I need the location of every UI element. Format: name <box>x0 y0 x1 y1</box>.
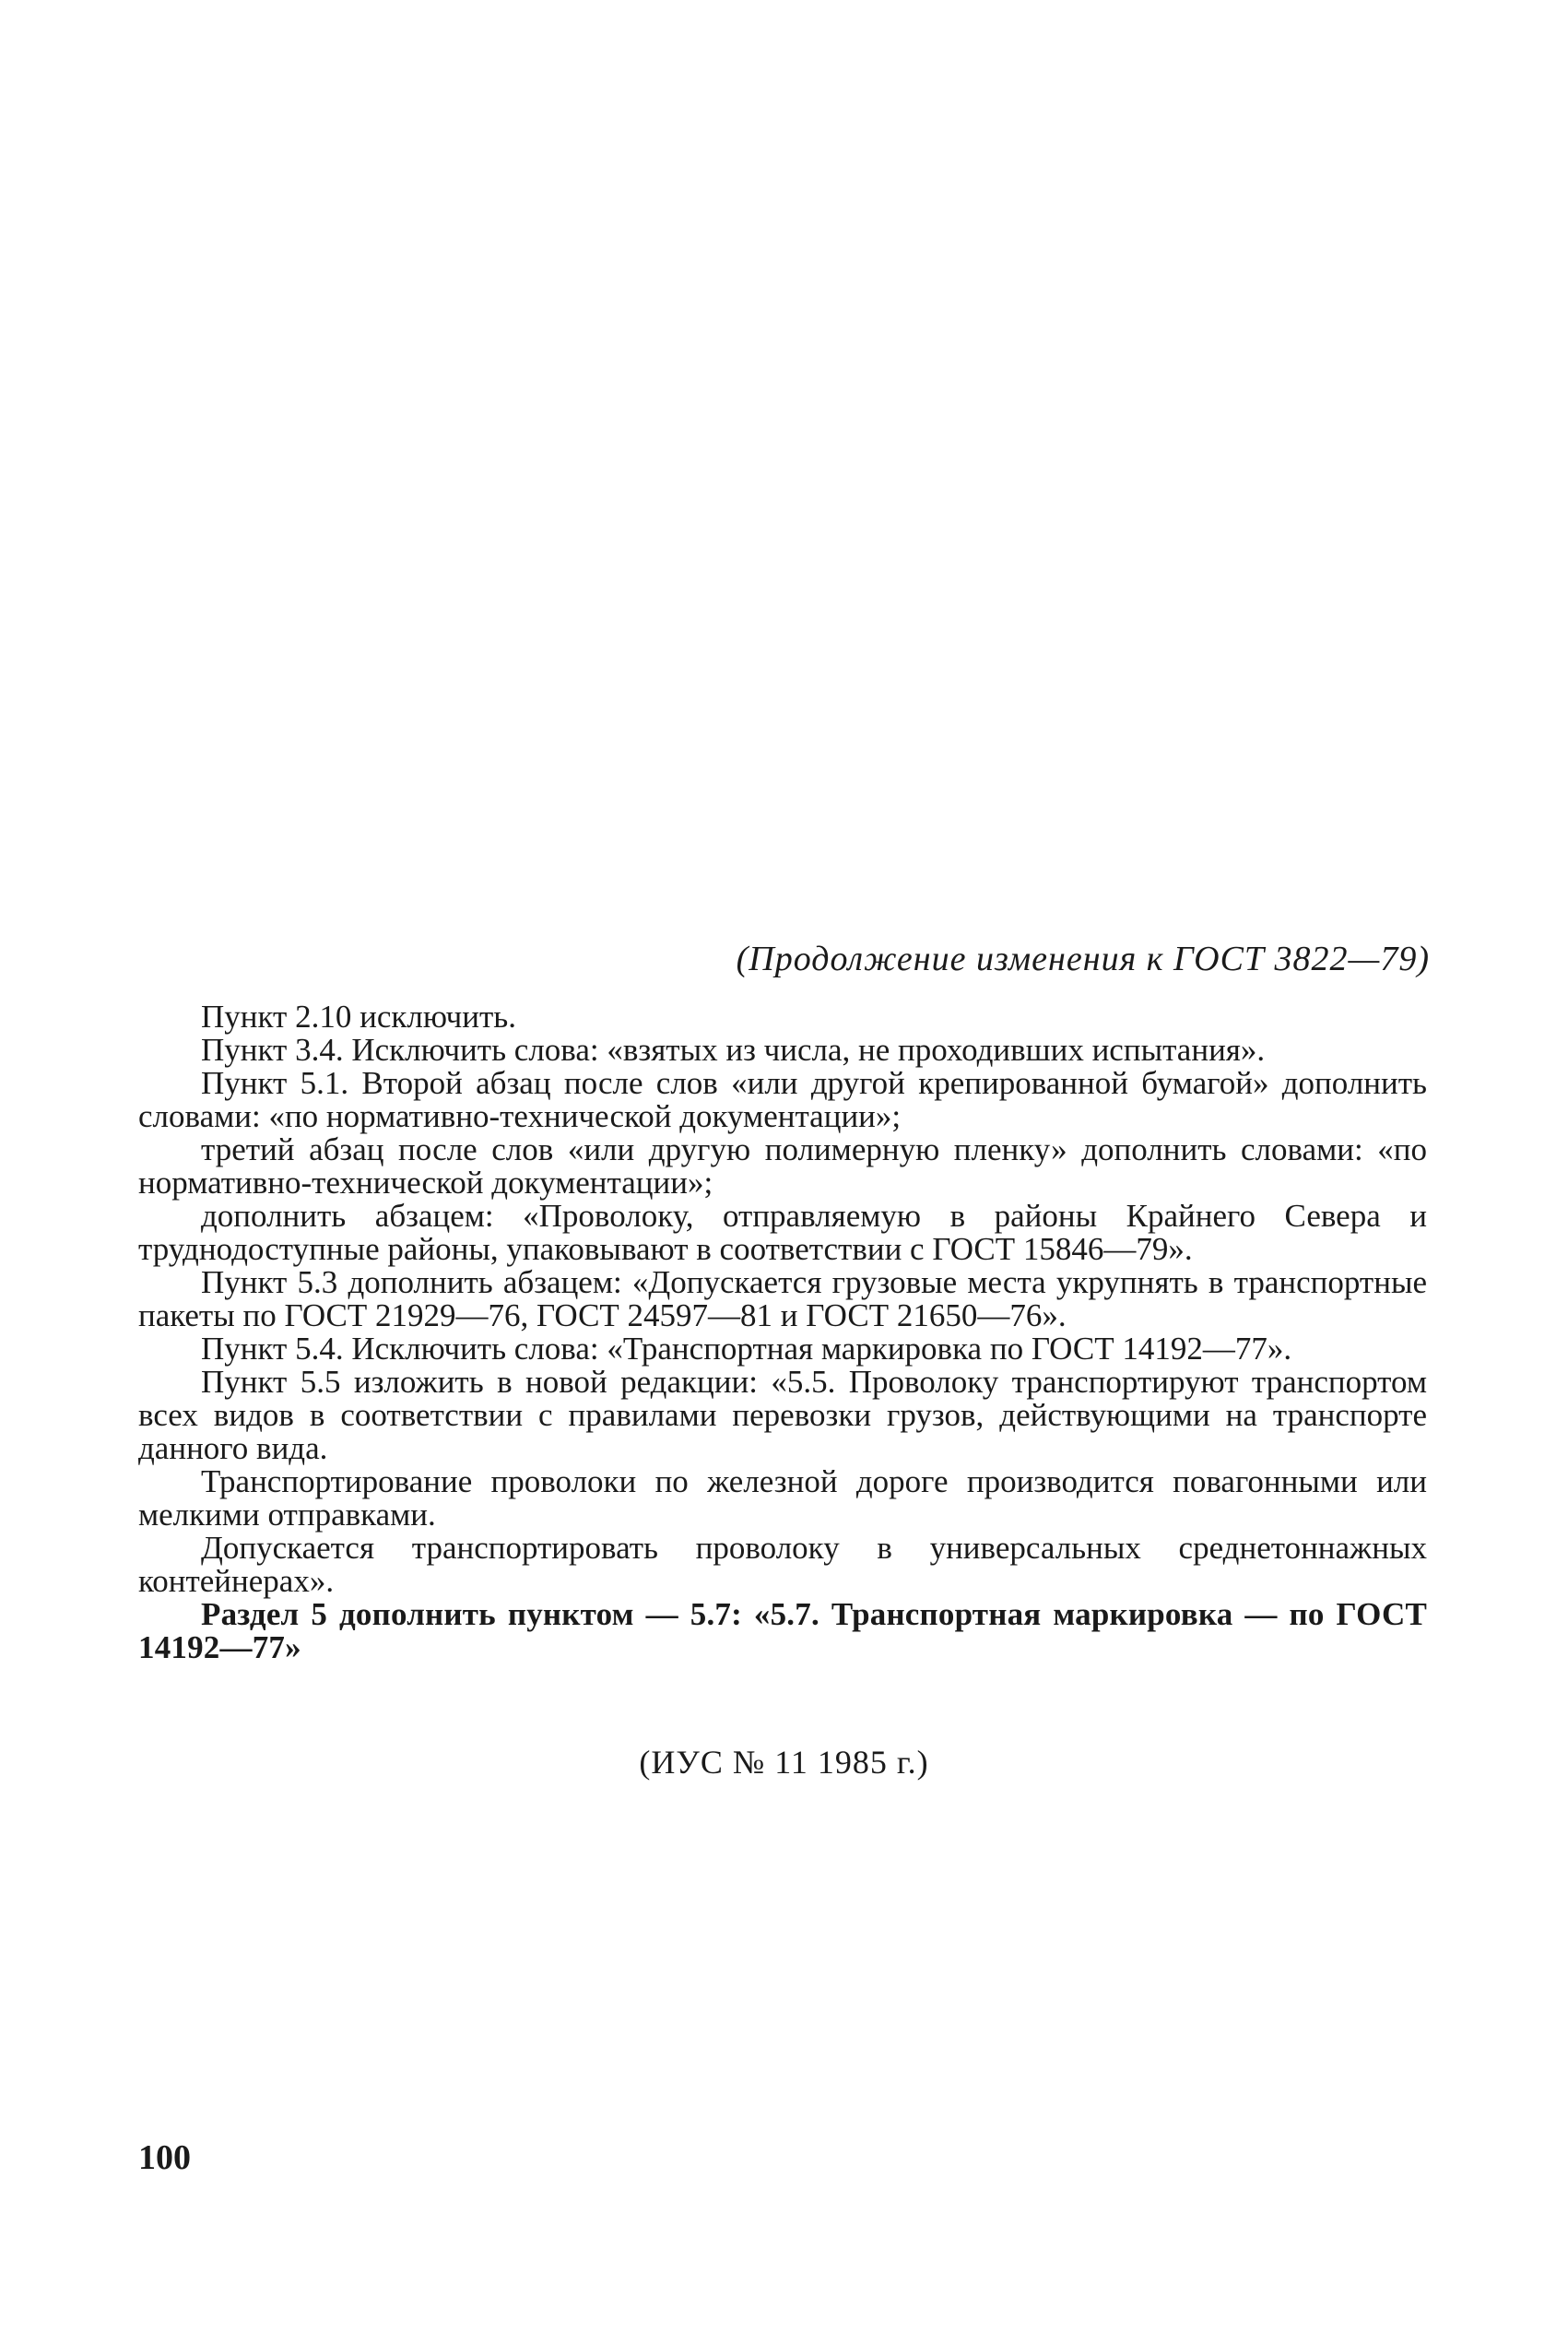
paragraph-rail-transport: Транспортирование проволоки по железной дороге производится повагонными или мелкими отправками. <box>138 1463 1427 1533</box>
paragraph-item-5-1: Пункт 5.1. Второй абзац после слов «или другой крепированной бумагой» дополнить словами: «по нормативно-технической документации»; <box>138 1065 1427 1134</box>
paragraph-containers: Допускается транспортировать проволоку в универсальных среднетоннажных контейнерах». <box>138 1530 1427 1599</box>
page-number: 100 <box>138 2138 191 2177</box>
continuation-header: (Продолжение изменения к ГОСТ 3822—79) <box>736 940 1430 978</box>
paragraph-third-paragraph: третий абзац после слов «или другую полимерную пленку» дополнить словами: «по нормативно-технической документации»; <box>138 1131 1427 1201</box>
paragraph-section-5: Раздел 5 дополнить пунктом — 5.7: «5.7. Транспортная маркировка — по ГОСТ 14192—77» <box>138 1596 1427 1665</box>
paragraph-item-2-10: Пункт 2.10 исключить. <box>201 999 516 1035</box>
paragraph-add-paragraph: дополнить абзацем: «Проволоку, отправляемую в районы Крайнего Севера и труднодоступные районы, упаковывают в соответствии с ГОСТ 15846—79». <box>138 1198 1427 1267</box>
paragraph-item-5-5: Пункт 5.5 изложить в новой редакции: «5.5. Проволоку транспортируют транспортом всех видов в соответствии с правилами перевозки грузов, действующими на транспорте данного вида. <box>138 1364 1427 1466</box>
paragraph-item-3-4: Пункт 3.4. Исключить слова: «взятых из числа, не проходивших испытания». <box>201 1032 1266 1068</box>
amendment-text <box>138 1000 1427 1664</box>
paragraph-item-5-4: Пункт 5.4. Исключить слова: «Транспортная маркировка по ГОСТ 14192—77». <box>201 1331 1292 1367</box>
paragraph-item-5-3: Пункт 5.3 дополнить абзацем: «Допускается грузовые места укрупнять в транспортные пакеты по ГОСТ 21929—76, ГОСТ 24597—81 и ГОСТ 21650—76». <box>138 1264 1427 1333</box>
source-note: (ИУС № 11 1985 г.) <box>639 1744 929 1781</box>
